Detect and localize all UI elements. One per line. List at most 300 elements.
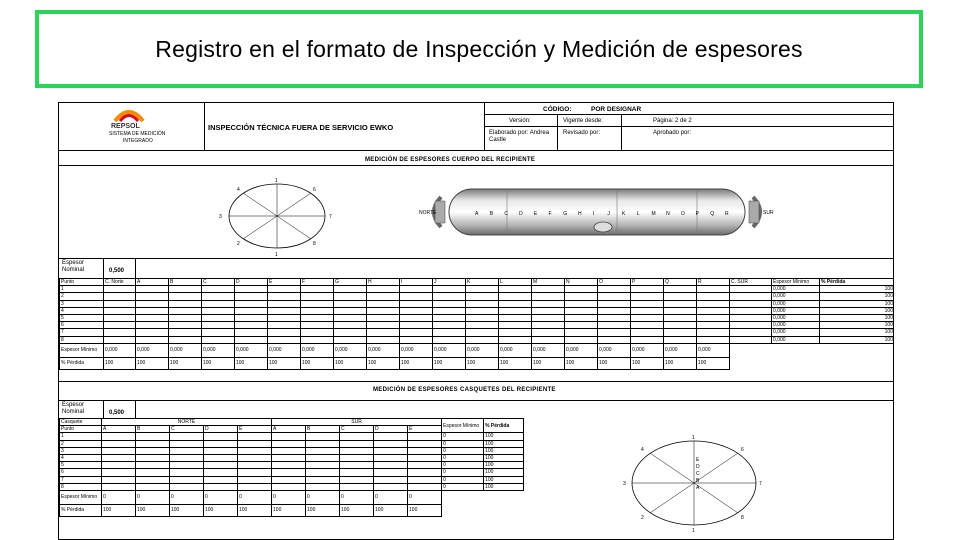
clock2-label-bottom: 1 <box>692 528 695 533</box>
reading-cell <box>169 293 202 300</box>
caps-loss-value: 100 <box>484 469 524 476</box>
minimo-row-value: 0,000 <box>532 343 565 357</box>
clock2-letter-e: E <box>696 457 700 463</box>
caps-reading-cell <box>306 440 340 447</box>
caps-perdida-value: 100 <box>204 504 238 516</box>
reading-cell <box>400 300 433 307</box>
vessel-point-k: K <box>622 211 626 217</box>
perdida-row-value: 100 <box>565 357 598 369</box>
header-col-h: H <box>367 279 400 286</box>
table-row <box>60 447 524 454</box>
table-row <box>60 476 524 483</box>
reading-cell <box>664 293 697 300</box>
caps-minimo-row <box>60 490 524 504</box>
reading-cell <box>334 329 367 336</box>
reading-cell <box>664 322 697 329</box>
reading-cell <box>697 300 730 307</box>
min-value: 0,000 <box>772 286 820 293</box>
reading-cell <box>136 336 169 343</box>
perdida-row-empty <box>820 357 895 369</box>
caps-min-value: 0 <box>442 447 484 454</box>
reading-cell <box>235 329 268 336</box>
reading-cell <box>631 286 664 293</box>
reading-cell <box>466 322 499 329</box>
minimo-row-value: 0,000 <box>202 343 235 357</box>
caps-reading-cell <box>272 469 306 476</box>
reading-cell <box>598 336 631 343</box>
reading-cell <box>532 300 565 307</box>
code-value: POR DESIGNAR <box>591 106 642 113</box>
caps-loss-value: 100 <box>484 440 524 447</box>
reading-cell <box>499 307 532 314</box>
caps-row-number: 8 <box>60 483 102 490</box>
reading-cell <box>400 322 433 329</box>
clock2-axis-letters <box>696 457 700 491</box>
reading-cell <box>301 286 334 293</box>
reading-cell <box>499 322 532 329</box>
reading-cell <box>235 286 268 293</box>
perdida-row-value: 100 <box>466 357 499 369</box>
caps-row-number: 2 <box>60 440 102 447</box>
caps-reading-cell <box>408 440 442 447</box>
reading-cell <box>136 300 169 307</box>
header-col-p: P <box>631 279 664 286</box>
min-value: 0,000 <box>772 336 820 343</box>
clock2-label-3: 3 <box>623 481 626 487</box>
reading-cell <box>301 307 334 314</box>
c-sur-cell <box>730 307 772 314</box>
reading-cell <box>697 322 730 329</box>
caps-row-number: 5 <box>60 462 102 469</box>
reading-cell <box>104 293 136 300</box>
minimo-row-empty <box>772 343 820 357</box>
reading-cell <box>433 314 466 321</box>
caps-row-number: 6 <box>60 469 102 476</box>
espesor-nominal-value: 0,500 <box>109 268 125 274</box>
c-sur-cell <box>730 336 772 343</box>
perdida-row-value: 100 <box>433 357 466 369</box>
caps-reading-cell <box>170 440 204 447</box>
reading-cell <box>532 293 565 300</box>
logo-cell <box>59 103 205 151</box>
table-row <box>60 314 895 321</box>
caps-min-value: 0 <box>442 462 484 469</box>
caps-perdida-label: % Pérdida <box>60 504 102 516</box>
caps-perdida-empty <box>442 504 484 516</box>
reading-cell <box>664 307 697 314</box>
caps-reading-cell <box>306 476 340 483</box>
code-label: CÓDIGO: <box>543 106 572 113</box>
reading-cell <box>268 293 301 300</box>
perdida-row-label: % Pérdida <box>60 357 104 369</box>
caps-min-value: 0 <box>442 454 484 461</box>
caps-minimo-empty <box>442 490 484 504</box>
perdida-row-value: 100 <box>235 357 268 369</box>
reading-cell <box>433 322 466 329</box>
minimo-row-value: 0,000 <box>301 343 334 357</box>
caps-reading-cell <box>340 440 374 447</box>
header-col-i: I <box>400 279 433 286</box>
header-perdida: % Pérdida <box>820 279 895 286</box>
vessel-point-d: D <box>519 211 523 217</box>
caps-loss-value: 100 <box>484 447 524 454</box>
reading-cell <box>499 329 532 336</box>
reading-cell <box>334 286 367 293</box>
reading-cell <box>598 300 631 307</box>
header-col-r: R <box>697 279 730 286</box>
clock2-label-top: 1 <box>692 435 695 441</box>
loss-value: 100 <box>820 336 895 343</box>
caps-reading-cell <box>136 433 170 440</box>
caps-reading-cell <box>238 447 272 454</box>
reading-cell <box>301 300 334 307</box>
vessel-point-f: F <box>548 211 552 217</box>
caps-perdida-value: 100 <box>170 504 204 516</box>
c-sur-cell <box>730 286 772 293</box>
reading-cell <box>202 300 235 307</box>
reading-cell <box>136 307 169 314</box>
loss-value: 100 <box>820 293 895 300</box>
reading-cell <box>433 293 466 300</box>
header-col-j: J <box>433 279 466 286</box>
inspection-form-sheet <box>58 102 894 540</box>
caps-perdida-value: 100 <box>238 504 272 516</box>
perdida-row-value: 100 <box>202 357 235 369</box>
manhole-icon <box>594 222 612 232</box>
reading-cell <box>664 336 697 343</box>
caps-reading-cell <box>408 454 442 461</box>
caps-min-value: 0 <box>442 433 484 440</box>
caps-minimo-value: 0 <box>170 490 204 504</box>
reading-cell <box>532 314 565 321</box>
caps-reading-cell <box>340 476 374 483</box>
perdida-row-value: 100 <box>334 357 367 369</box>
caps-loss-value: 100 <box>484 462 524 469</box>
reviewed-by-label: Revisado por: <box>563 130 601 136</box>
reading-cell <box>433 300 466 307</box>
reading-cell <box>301 314 334 321</box>
reading-cell <box>565 329 598 336</box>
perdida-row-value: 100 <box>400 357 433 369</box>
minimo-row-value: 0,000 <box>697 343 730 357</box>
reading-cell <box>433 286 466 293</box>
table-row <box>60 469 524 476</box>
reading-cell <box>268 314 301 321</box>
clock1-label-2: 2 <box>237 241 240 247</box>
minimo-row-value: 0,000 <box>598 343 631 357</box>
header-col-k: K <box>466 279 499 286</box>
reading-cell <box>268 307 301 314</box>
caps-perdida-value: 100 <box>102 504 136 516</box>
caps-minimo-value: 0 <box>136 490 170 504</box>
vessel-point-q: Q <box>710 211 715 217</box>
header-col-q: Q <box>664 279 697 286</box>
reading-cell <box>598 307 631 314</box>
reading-cell <box>532 322 565 329</box>
reading-cell <box>202 322 235 329</box>
perdida-row-value: 100 <box>631 357 664 369</box>
caps-reading-cell <box>102 454 136 461</box>
reading-cell <box>466 314 499 321</box>
logo-line2: INTEGRADO <box>123 138 153 144</box>
table-row <box>60 322 895 329</box>
caps-reading-cell <box>306 462 340 469</box>
caps-reading-cell <box>170 454 204 461</box>
caps-reading-cell <box>238 469 272 476</box>
reading-cell <box>169 300 202 307</box>
vessel-point-l: L <box>636 211 640 217</box>
reading-cell <box>334 293 367 300</box>
reading-cell <box>697 336 730 343</box>
caps-reading-cell <box>136 476 170 483</box>
caps-reading-cell <box>374 447 408 454</box>
reading-cell <box>532 307 565 314</box>
caps-col-b: B <box>136 426 170 433</box>
caps-col-d: D <box>374 426 408 433</box>
perdida-row-value: 100 <box>136 357 169 369</box>
caps-col-b: B <box>306 426 340 433</box>
clock2-letter-a: A <box>696 485 700 491</box>
row-number: 5 <box>60 314 104 321</box>
caps-reading-cell <box>408 462 442 469</box>
body-thickness-table <box>59 278 894 370</box>
caps-row-number: 7 <box>60 476 102 483</box>
caps-reading-cell <box>374 469 408 476</box>
row-number: 4 <box>60 307 104 314</box>
reading-cell <box>697 293 730 300</box>
vessel-point-e: E <box>533 211 538 217</box>
reading-cell <box>697 314 730 321</box>
min-value: 0,000 <box>772 322 820 329</box>
clock2-label-2: 2 <box>641 515 644 521</box>
caps-row-number: 1 <box>60 433 102 440</box>
header-col-c: C <box>202 279 235 286</box>
caps-minimo-value: 0 <box>374 490 408 504</box>
reading-cell <box>235 322 268 329</box>
caps-minimo-empty <box>484 490 524 504</box>
caps-reading-cell <box>136 454 170 461</box>
minimo-row-value: 0,000 <box>268 343 301 357</box>
reading-cell <box>367 300 400 307</box>
perdida-row-value: 100 <box>697 357 730 369</box>
header-col-o: O <box>598 279 631 286</box>
caps-reading-cell <box>340 483 374 490</box>
caps-reading-cell <box>374 476 408 483</box>
caps-reading-cell <box>238 483 272 490</box>
reading-cell <box>202 307 235 314</box>
reading-cell <box>202 329 235 336</box>
table-row <box>60 329 895 336</box>
reading-cell <box>136 322 169 329</box>
approved-by-label: Aprobado por: <box>653 130 692 136</box>
perdida-row-value: 100 <box>301 357 334 369</box>
caps-reading-cell <box>408 483 442 490</box>
table-row <box>60 286 895 293</box>
reading-cell <box>664 300 697 307</box>
caps-reading-cell <box>204 447 238 454</box>
reading-cell <box>268 329 301 336</box>
caps-reading-cell <box>340 447 374 454</box>
reading-cell <box>664 286 697 293</box>
header-c-norte: C. Norte <box>104 279 136 286</box>
reading-cell <box>301 322 334 329</box>
reading-cell <box>400 293 433 300</box>
minimo-row-empty <box>820 343 895 357</box>
caps-perdida-header: % Pérdida <box>484 419 524 433</box>
minimo-row-value: 0,000 <box>334 343 367 357</box>
repsol-logo-icon <box>111 107 147 123</box>
header-col-m: M <box>532 279 565 286</box>
loss-value: 100 <box>820 307 895 314</box>
reading-cell <box>268 300 301 307</box>
reading-cell <box>631 336 664 343</box>
reading-cell <box>367 314 400 321</box>
row-number: 2 <box>60 293 104 300</box>
reading-cell <box>169 314 202 321</box>
reading-cell <box>104 336 136 343</box>
header-col-n: N <box>565 279 598 286</box>
reading-cell <box>169 286 202 293</box>
loss-value: 100 <box>820 329 895 336</box>
vessel-south-label: SUR <box>763 210 774 216</box>
vessel-point-n: N <box>666 211 670 217</box>
caps-reading-cell <box>340 433 374 440</box>
caps-loss-value: 100 <box>484 476 524 483</box>
caps-reading-cell <box>170 476 204 483</box>
reading-cell <box>169 329 202 336</box>
caps-reading-cell <box>170 469 204 476</box>
clock-diagram-caps <box>619 433 769 533</box>
clock1-label-7: 7 <box>329 214 332 220</box>
minimo-row-value: 0,000 <box>104 343 136 357</box>
vessel-point-o: O <box>680 211 685 217</box>
reading-cell <box>499 293 532 300</box>
row-number: 6 <box>60 322 104 329</box>
perdida-row-value: 100 <box>598 357 631 369</box>
slide-title: Registro en el formato de Inspección y Medición de espesores <box>155 35 803 62</box>
table-row <box>60 462 524 469</box>
min-value: 0,000 <box>772 329 820 336</box>
reading-cell <box>367 329 400 336</box>
caps-casquete-label: Casquete <box>60 419 102 426</box>
header-col-a: A <box>136 279 169 286</box>
caps-reading-cell <box>170 447 204 454</box>
caps-reading-cell <box>408 447 442 454</box>
reading-cell <box>400 286 433 293</box>
vessel-drawing <box>397 183 791 245</box>
caps-reading-cell <box>204 476 238 483</box>
c-sur-cell <box>730 329 772 336</box>
clock1-label-4: 4 <box>237 187 240 193</box>
caps-reading-cell <box>408 469 442 476</box>
caps-reading-cell <box>136 483 170 490</box>
reading-cell <box>104 300 136 307</box>
caps-col-d: D <box>204 426 238 433</box>
reading-cell <box>565 322 598 329</box>
perdida-row-value: 100 <box>532 357 565 369</box>
reading-cell <box>466 300 499 307</box>
caps-reading-cell <box>102 476 136 483</box>
caps-reading-cell <box>340 469 374 476</box>
caps-norte-label: NORTE <box>102 419 272 426</box>
perdida-row-empty <box>772 357 820 369</box>
reading-cell <box>631 322 664 329</box>
reading-cell <box>169 307 202 314</box>
reading-cell <box>367 293 400 300</box>
caps-reading-cell <box>306 433 340 440</box>
c-sur-cell <box>730 314 772 321</box>
caps-reading-cell <box>374 440 408 447</box>
caps-reading-cell <box>204 469 238 476</box>
perdida-row-value: 100 <box>104 357 136 369</box>
header-col-g: G <box>334 279 367 286</box>
caps-sur-label: SUR <box>272 419 442 426</box>
reading-cell <box>104 314 136 321</box>
reading-cell <box>598 329 631 336</box>
caps-min-value: 0 <box>442 483 484 490</box>
reading-cell <box>301 293 334 300</box>
caps-min-value: 0 <box>442 476 484 483</box>
minimo-row-value: 0,000 <box>169 343 202 357</box>
slide-title-box <box>35 10 923 88</box>
reading-cell <box>334 307 367 314</box>
caps-perdida-value: 100 <box>306 504 340 516</box>
vessel-point-a: A <box>475 211 479 217</box>
reading-cell <box>400 329 433 336</box>
reading-cell <box>565 336 598 343</box>
caps-reading-cell <box>136 447 170 454</box>
clock-diagram-body <box>215 175 339 257</box>
caps-reading-cell <box>408 433 442 440</box>
caps-reading-cell <box>374 462 408 469</box>
header-meta-cell <box>485 103 894 151</box>
vessel-point-i: I <box>592 211 595 217</box>
reading-cell <box>334 336 367 343</box>
minimo-row-empty <box>730 343 772 357</box>
caps-espesor-nominal-value: 0,500 <box>109 410 125 416</box>
reading-cell <box>466 329 499 336</box>
min-value: 0,000 <box>772 300 820 307</box>
minimo-row <box>60 343 895 357</box>
reading-cell <box>268 286 301 293</box>
reading-cell <box>532 336 565 343</box>
caps-minimo-value: 0 <box>272 490 306 504</box>
logo-line1: SISTEMA DE MEDICIÓN <box>109 131 166 137</box>
reading-cell <box>565 286 598 293</box>
section-caps-title: MEDICIÓN DE ESPESORES CASQUETES DEL RECIPIENTE <box>373 387 556 393</box>
caps-col-e: E <box>238 426 272 433</box>
caps-minimo-value: 0 <box>340 490 374 504</box>
table-row <box>60 293 895 300</box>
vessel-point-m: M <box>651 211 656 217</box>
reading-cell <box>136 314 169 321</box>
caps-perdida-value: 100 <box>136 504 170 516</box>
vessel-point-h: H <box>577 211 582 217</box>
caps-thickness-table <box>59 418 524 517</box>
caps-espesor-minimo-header: Espesor Mínimo <box>442 419 484 433</box>
reading-cell <box>136 329 169 336</box>
caps-reading-cell <box>374 454 408 461</box>
perdida-row-value: 100 <box>169 357 202 369</box>
min-value: 0,000 <box>772 314 820 321</box>
minimo-row-value: 0,000 <box>565 343 598 357</box>
caps-loss-value: 100 <box>484 483 524 490</box>
caps-minimo-value: 0 <box>102 490 136 504</box>
caps-reading-cell <box>102 433 136 440</box>
c-sur-cell <box>730 293 772 300</box>
caps-reading-cell <box>170 433 204 440</box>
caps-reading-cell <box>238 462 272 469</box>
